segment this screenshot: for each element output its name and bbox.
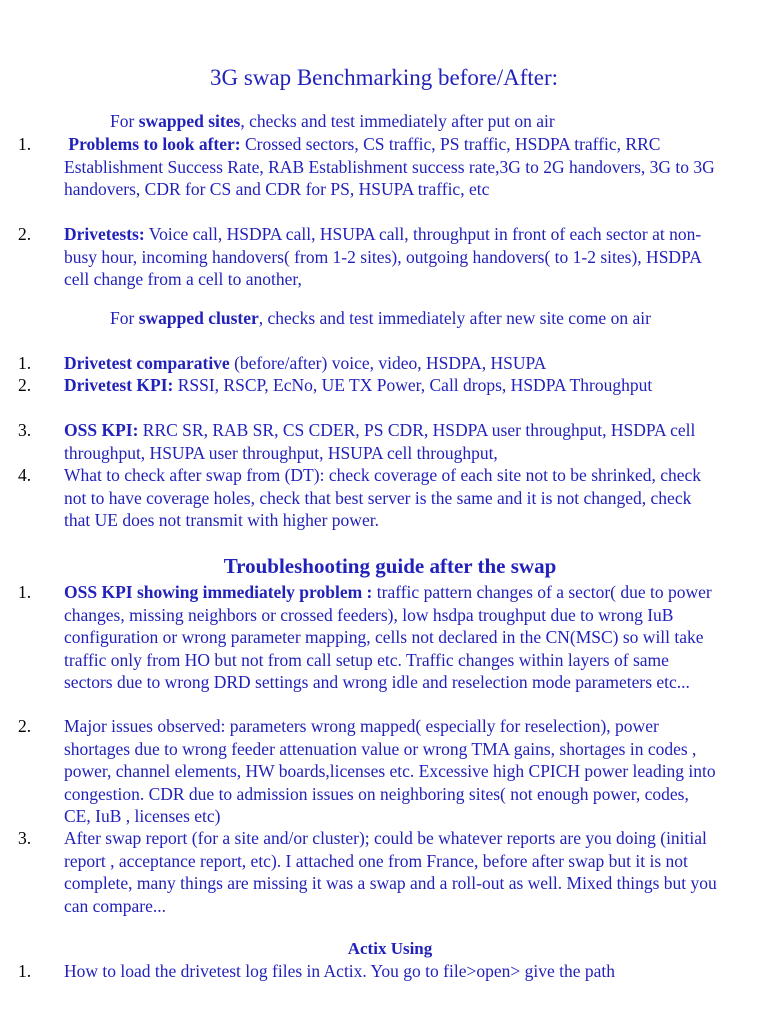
item-text	[64, 352, 718, 375]
item-bold-label: Problems to look after:	[68, 134, 241, 154]
swapped-cluster-intro	[64, 307, 704, 330]
item-number: 1.	[18, 353, 32, 373]
item-body: traffic pattern changes of a sector( due to power changes, missing neighbors or crossed feeders), low hsdpa troughput due to wrong IuB configuration or wrong parameter mapping, cells not declared in the CN(MSC) so will take traffic only from HO but not from call setup etc. Traffic changes within layers of same sectors due to wrong DRD settings and wrong idle and reselection mode parameters etc...	[64, 582, 712, 692]
item-number: 2.	[18, 224, 32, 244]
item-text	[64, 581, 718, 694]
item-body: Crossed sectors, CS traffic, PS traffic, HSDPA traffic, RRC Establishment Success Rate, RAB Establishment success rate,3G to 2G handovers, 3G to 3G handovers, CDR for CS and CDR for PS, HSUPA traffic, etc	[64, 134, 715, 199]
intro-bold: swapped cluster	[138, 308, 259, 328]
item-body: After swap report (for a site and/or cluster); could be whatever reports are you doing (initial report , acceptance report, etc). I attached one from France, before after swap but it is not complete, many things are missing it was a swap and a roll-out as well. Mixed things but you can compare...	[64, 828, 717, 916]
swapped-sites-intro	[64, 110, 704, 133]
item-number: 2.	[18, 716, 32, 736]
intro-bold: swapped sites	[138, 111, 241, 131]
item-body: Voice call, HSDPA call, HSUPA call, throughput in front of each sector at non-busy hour, incoming handovers( from 1-2 sites), outgoing handovers( to 1-2 sites), HSDPA cell change from a cell to another,	[64, 224, 702, 289]
intro-suffix: , checks and test immediately after new site come on air	[258, 308, 651, 328]
item-bold-label: OSS KPI:	[64, 420, 139, 440]
item-body: RRC SR, RAB SR, CS CDER, PS CDR, HSDPA user throughput, HSDPA cell throughput, HSUPA user throughput, HSUPA cell throughput,	[64, 420, 696, 463]
item-text	[64, 133, 718, 201]
item-text	[64, 223, 718, 291]
item-bold-label: OSS KPI showing immediately problem :	[64, 582, 373, 602]
item-body: RSSI, RSCP, EcNo, UE TX Power, Call drops, HSDPA Throughput	[173, 375, 653, 395]
item-number: 4.	[18, 465, 32, 485]
actix-heading: Actix Using	[347, 939, 433, 958]
item-bold-label: Drivetests:	[64, 224, 145, 244]
item-text	[64, 715, 718, 828]
item-text	[64, 960, 718, 983]
item-bold-label: Drivetest KPI:	[64, 375, 174, 395]
item-number: 1.	[18, 961, 32, 981]
item-number: 3.	[18, 828, 32, 848]
item-text	[64, 374, 718, 397]
item-text	[64, 419, 718, 464]
page-title: 3G swap Benchmarking before/After:	[209, 65, 559, 90]
item-bold-label: Drivetest comparative	[64, 353, 230, 373]
intro-suffix: , checks and test immediately after put on air	[240, 111, 555, 131]
troubleshooting-heading: Troubleshooting guide after the swap	[223, 554, 557, 578]
item-number: 1.	[18, 134, 32, 154]
item-body: What to check after swap from (DT): check coverage of each site not to be shrinked, check not to have coverage holes, check that best server is the same and it is not changed, check that UE does not transmit with higher power.	[64, 465, 702, 530]
item-body: Major issues observed: parameters wrong mapped( especially for reselection), power shortages due to wrong feeder attenuation value or wrong TMA gains, shortages in codes , power, channel elements, HW boards,licenses etc. Excessive high CPICH power leading into congestion. CDR due to admission issues on neighboring sites( not enough power, codes, CE, IuB , licenses etc)	[64, 716, 716, 826]
intro-prefix: For	[110, 111, 139, 131]
item-number: 3.	[18, 420, 32, 440]
item-body: How to load the drivetest log files in Actix. You go to file>open> give the path	[64, 961, 615, 981]
item-text	[64, 827, 718, 917]
item-number: 2.	[18, 375, 32, 395]
item-number: 1.	[18, 582, 32, 602]
item-text	[64, 464, 718, 532]
item-body: (before/after) voice, video, HSDPA, HSUPA	[229, 353, 547, 373]
intro-prefix: For	[110, 308, 139, 328]
